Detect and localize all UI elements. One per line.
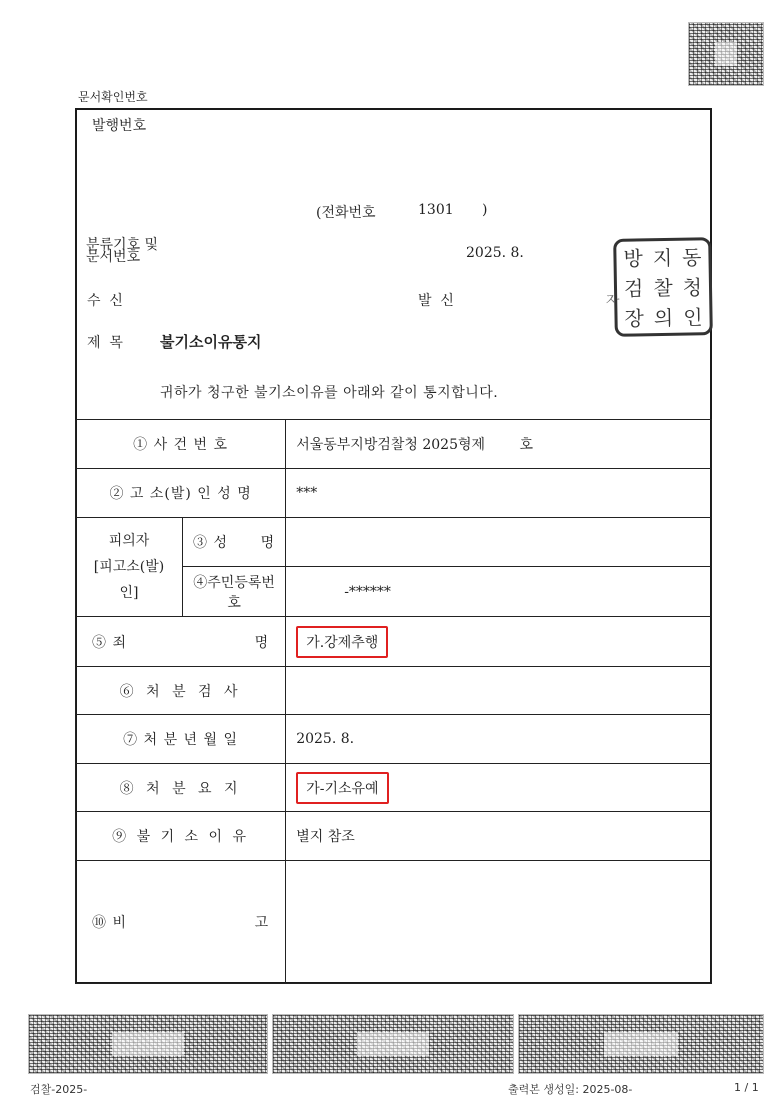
suspect-group-label: 피의자	[108, 533, 150, 549]
disposition-date-label: ⑦ 처 분 년 월 일	[76, 715, 286, 764]
crime-value: 가.강제추행	[296, 626, 388, 658]
qr-code-top	[688, 22, 764, 86]
sender-clip: 자	[606, 293, 620, 309]
remark-label-end: 고	[254, 915, 270, 931]
rrn-label: ④주민등록번호	[183, 567, 286, 617]
seal-char: 청	[682, 275, 703, 300]
complainant-label: ② 고 소(발) 인 성 명	[76, 469, 286, 518]
seal-char: 찰	[653, 275, 673, 301]
recipient-label: 수 신	[87, 293, 123, 309]
crime-cell	[286, 617, 712, 667]
seal-char: 방	[623, 246, 644, 271]
table-row	[76, 667, 712, 715]
barcode-right	[518, 1014, 764, 1074]
crime-label-start: ⑤ 죄	[92, 634, 127, 651]
phone-close: )	[482, 202, 488, 218]
suspect-group-sublabel: [피고소(발)인]	[93, 559, 165, 601]
barcode-left	[28, 1014, 268, 1074]
seal-char: 의	[653, 305, 674, 331]
name-value	[286, 518, 712, 567]
table-row	[76, 715, 712, 764]
intro-text: 귀하가 청구한 불기소이유를 아래와 같이 통지합니다.	[160, 385, 499, 401]
non-indictment-reason-value: 별지 참조	[286, 812, 712, 861]
official-seal	[613, 237, 713, 337]
non-indictment-reason-label: ⑨ 불 기 소 이 유	[76, 812, 286, 861]
table-row	[76, 420, 712, 469]
issue-number-label: 발행번호	[92, 118, 147, 134]
phone-number: 1301	[418, 202, 454, 218]
classification-label-line2: 문서번호	[86, 249, 141, 265]
table-row	[76, 617, 712, 667]
table-row	[76, 764, 712, 812]
prosecutor-label: ⑥ 처 분 검 사	[76, 667, 286, 715]
footer-doc-id: 검찰-2025-	[30, 1083, 88, 1096]
footer-print-date: 출력본 생성일: 2025-08-	[508, 1083, 633, 1096]
case-number-label: ① 사 건 번 호	[76, 420, 286, 469]
disposition-gist-value: 가-기소유예	[296, 772, 388, 804]
crime-label	[76, 617, 286, 667]
classification-label-line1: 분류기호 및	[86, 237, 159, 253]
issue-date: 2025. 8.	[466, 245, 524, 261]
seal-char: 동	[681, 245, 702, 270]
seal-char: 검	[623, 276, 644, 301]
seal-char: 인	[682, 305, 703, 330]
document-verification-label: 문서확인번호	[78, 90, 148, 104]
case-number-cell	[286, 420, 712, 469]
phone-open: (전화번호	[316, 205, 376, 221]
name-label: ③ 성 명	[183, 518, 286, 567]
seal-char: 장	[624, 306, 645, 331]
info-table	[75, 419, 712, 984]
prosecutor-value	[286, 667, 712, 715]
table-row	[76, 518, 712, 567]
subject-label: 제 목	[87, 335, 123, 351]
table-row	[76, 812, 712, 861]
table-row	[76, 861, 712, 984]
suspect-group-cell	[76, 518, 183, 617]
barcode-middle	[272, 1014, 514, 1074]
disposition-gist-cell	[286, 764, 712, 812]
remark-value	[286, 861, 712, 984]
crime-label-end: 명	[254, 634, 270, 651]
case-number-suffix: 호	[519, 437, 534, 453]
case-number-value: 서울동부지방검찰청 2025형제	[296, 437, 486, 453]
subject-title: 불기소이유통지	[160, 333, 262, 351]
classification-label	[86, 239, 158, 263]
disposition-gist-label: ⑧ 처 분 요 지	[76, 764, 286, 812]
footer-page-count: 1 / 1	[734, 1081, 759, 1094]
rrn-value: -******	[286, 567, 712, 617]
remark-label-start: ⑩ 비	[92, 915, 127, 931]
disposition-date-value: 2025. 8.	[286, 715, 712, 764]
seal-char: 지	[652, 245, 673, 271]
table-row	[76, 469, 712, 518]
remark-label	[76, 861, 286, 984]
sender-label: 발 신	[418, 293, 454, 309]
complainant-value: ***	[286, 469, 712, 518]
